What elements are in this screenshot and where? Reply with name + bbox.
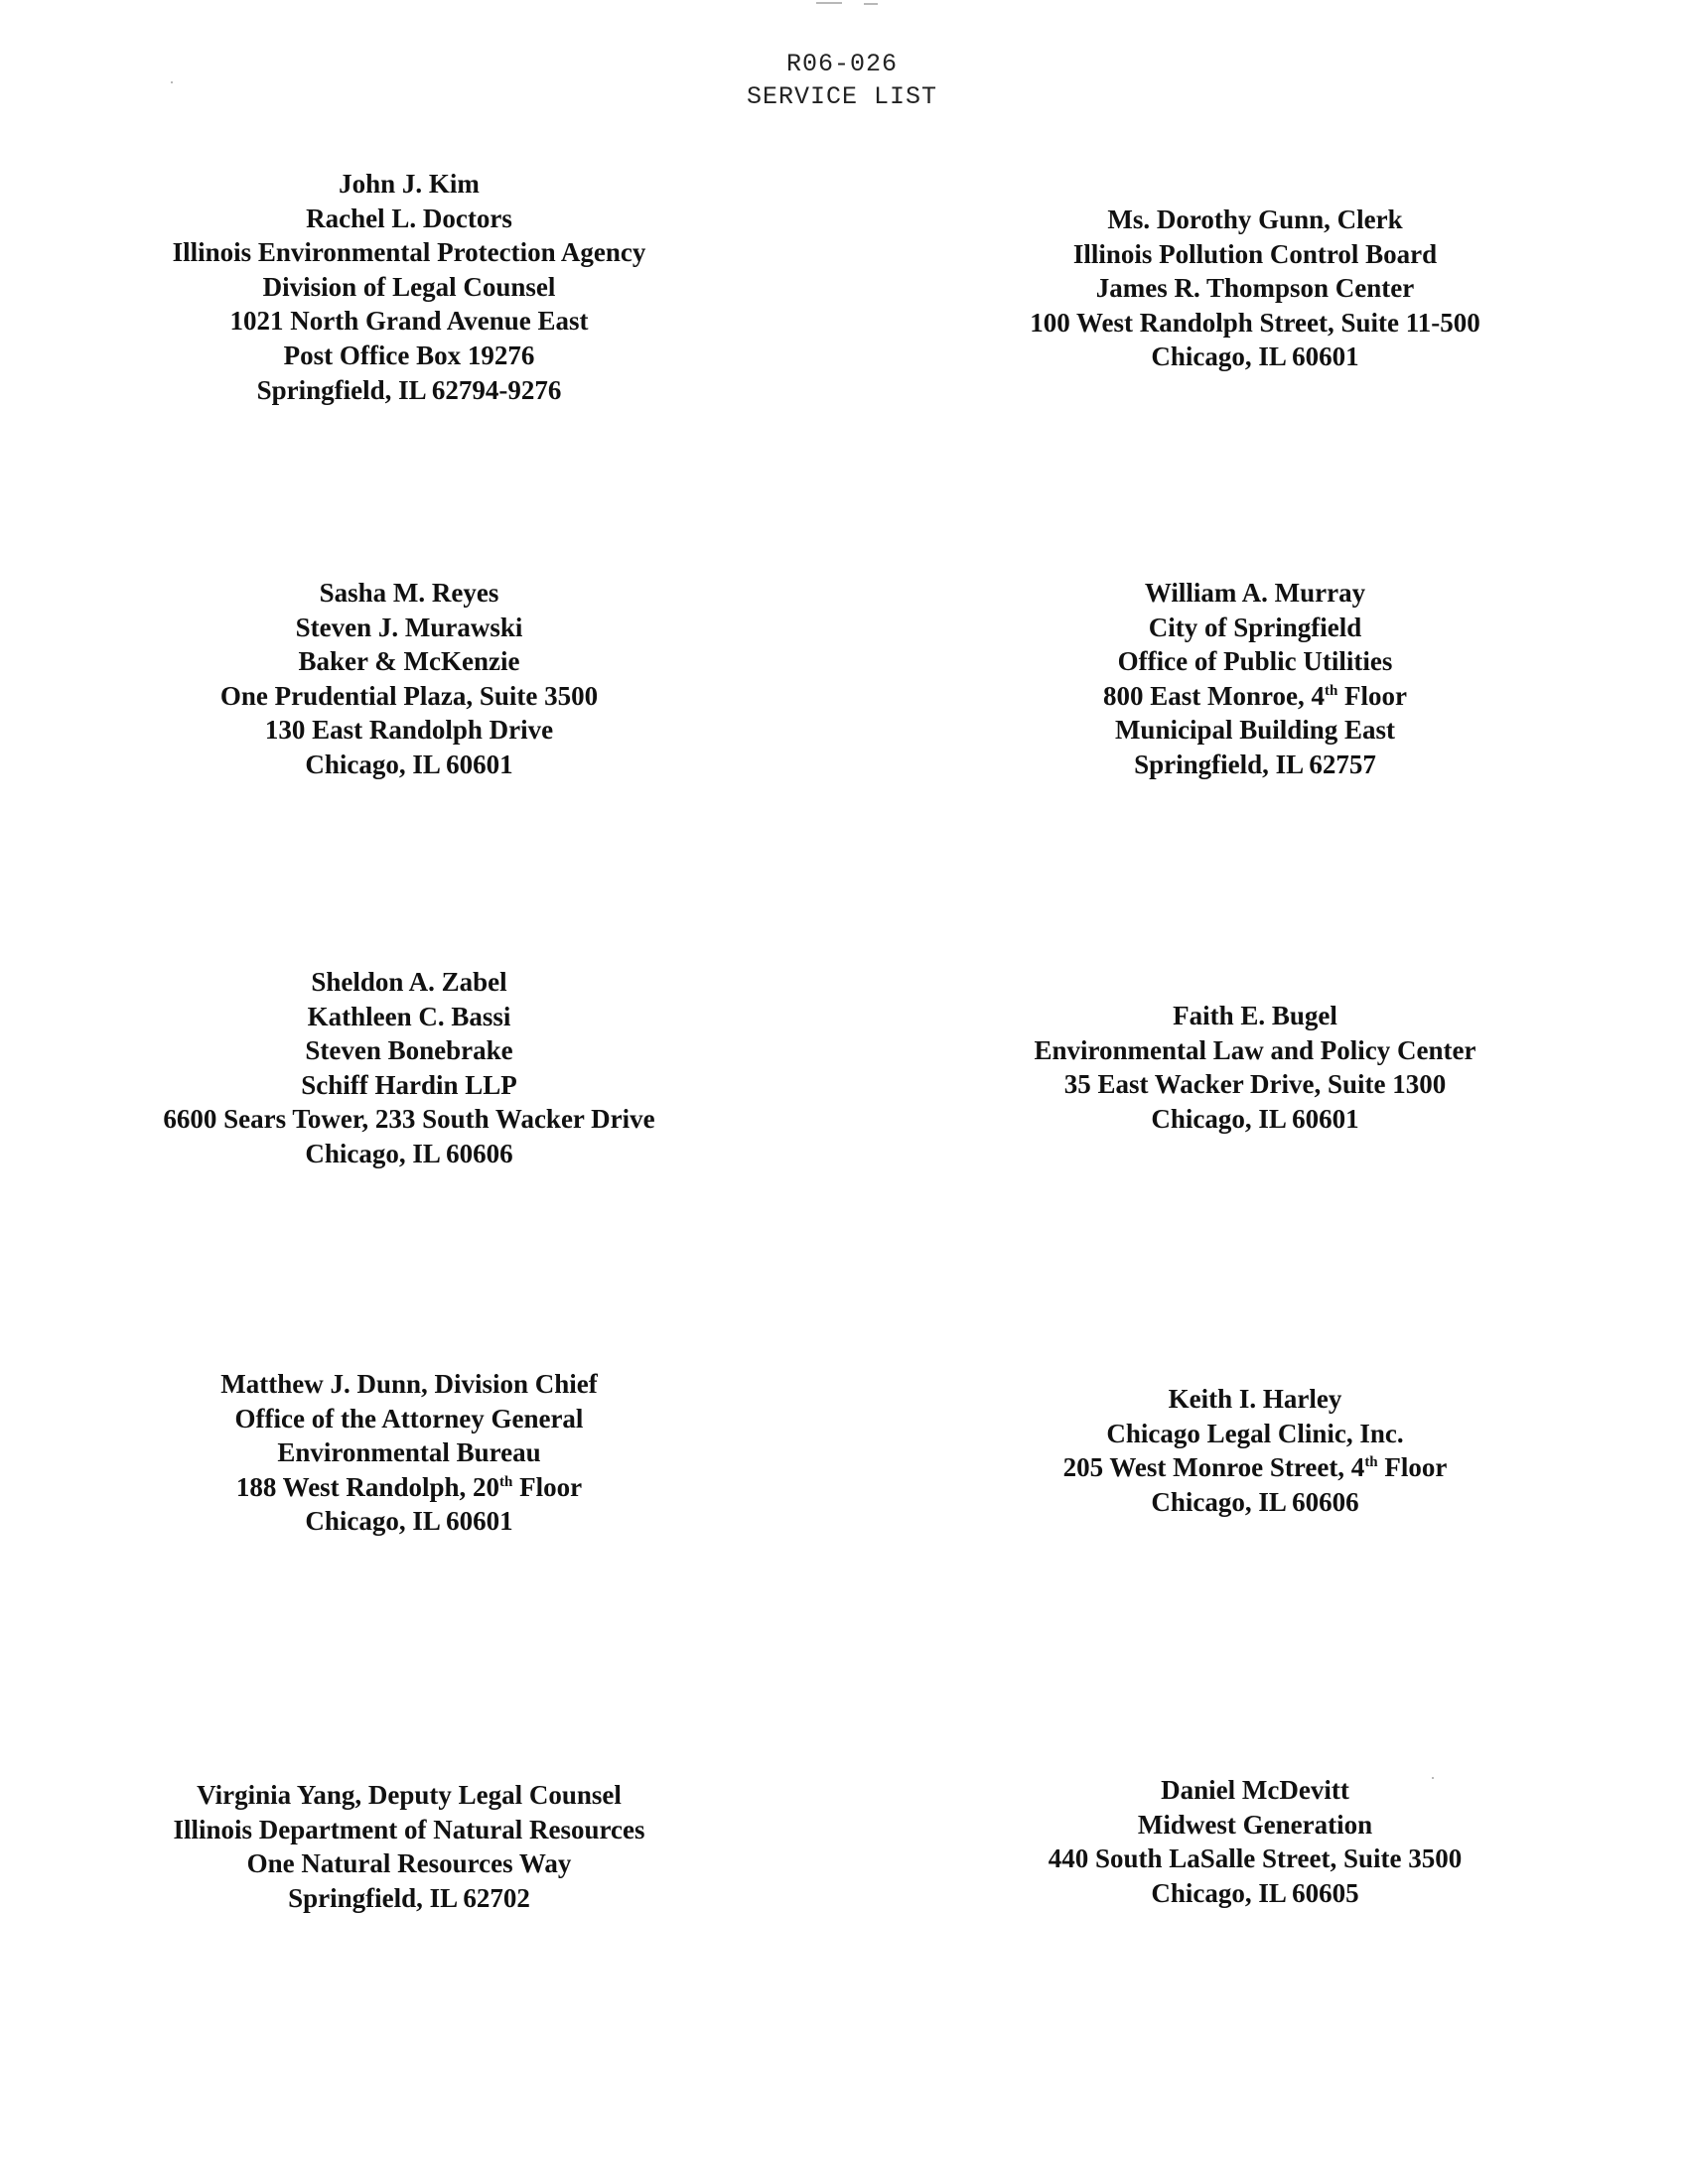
address-line: Rachel L. Doctors bbox=[306, 203, 512, 233]
ordinal-suffix: th bbox=[1324, 682, 1338, 699]
address-line: Baker & McKenzie bbox=[298, 646, 520, 677]
recipient-name: Keith I. Harley bbox=[1168, 1384, 1342, 1414]
service-entry bbox=[32, 1778, 786, 1915]
address-line: Springfield, IL 62757 bbox=[1134, 749, 1376, 779]
ordinal-suffix: th bbox=[499, 1473, 513, 1490]
address-line: Office of the Attorney General bbox=[234, 1403, 584, 1433]
address-line: 1021 North Grand Avenue East bbox=[229, 306, 589, 337]
address-line: City of Springfield bbox=[1148, 612, 1362, 642]
service-entry bbox=[878, 999, 1632, 1136]
address-line: 6600 Sears Tower, 233 South Wacker Drive bbox=[163, 1104, 655, 1135]
address-line: Steven Bonebrake bbox=[305, 1035, 513, 1066]
docket-number: R06-026 bbox=[785, 50, 899, 78]
address-line: 205 West Monroe Street, 4th Floor bbox=[1062, 1452, 1448, 1483]
address-line: Midwest Generation bbox=[1137, 1809, 1373, 1840]
address-line: Chicago, IL 60606 bbox=[305, 1138, 513, 1168]
service-entry bbox=[32, 167, 786, 407]
service-entry bbox=[32, 576, 786, 782]
address-line: Springfield, IL 62702 bbox=[288, 1882, 530, 1913]
address-line: Springfield, IL 62794-9276 bbox=[256, 374, 562, 405]
address-line: One Natural Resources Way bbox=[246, 1848, 572, 1879]
recipient-name: Sheldon A. Zabel bbox=[311, 967, 507, 997]
address-line: Chicago, IL 60606 bbox=[1151, 1486, 1359, 1517]
service-entry bbox=[878, 576, 1632, 782]
recipient-name: Daniel McDevitt bbox=[1161, 1775, 1349, 1805]
address-line: Schiff Hardin LLP bbox=[301, 1069, 517, 1100]
recipient-name: Virginia Yang, Deputy Legal Counsel bbox=[197, 1780, 622, 1810]
service-entry bbox=[878, 1382, 1632, 1519]
address-line: One Prudential Plaza, Suite 3500 bbox=[219, 680, 599, 711]
address-line: Chicago, IL 60601 bbox=[1151, 341, 1359, 372]
address-line: 440 South LaSalle Street, Suite 3500 bbox=[1048, 1843, 1463, 1874]
recipient-name: Faith E. Bugel bbox=[1173, 1001, 1337, 1030]
recipient-name: John J. Kim bbox=[339, 169, 480, 199]
address-line: Environmental Law and Policy Center bbox=[1034, 1034, 1476, 1065]
address-line: Chicago, IL 60605 bbox=[1151, 1877, 1359, 1908]
address-line: Office of Public Utilities bbox=[1117, 646, 1393, 677]
service-entry bbox=[878, 203, 1632, 374]
address-line: Chicago, IL 60601 bbox=[305, 749, 513, 779]
recipient-name: Matthew J. Dunn, Division Chief bbox=[220, 1369, 598, 1399]
address-line: Post Office Box 19276 bbox=[283, 340, 535, 370]
address-line: Chicago Legal Clinic, Inc. bbox=[1106, 1418, 1404, 1448]
ordinal-suffix: th bbox=[1364, 1454, 1378, 1471]
document-header bbox=[0, 48, 1684, 113]
address-line: James R. Thompson Center bbox=[1095, 273, 1415, 304]
scan-speck bbox=[1432, 1777, 1434, 1779]
address-line: 188 West Randolph, 20th Floor bbox=[235, 1471, 583, 1502]
address-line: Illinois Environmental Protection Agency bbox=[172, 237, 646, 268]
page-title: SERVICE LIST bbox=[746, 82, 938, 111]
address-line: 35 East Wacker Drive, Suite 1300 bbox=[1063, 1069, 1447, 1100]
address-line: Kathleen C. Bassi bbox=[307, 1001, 511, 1031]
address-line: 800 East Monroe, 4th Floor bbox=[1102, 680, 1408, 711]
address-line: Division of Legal Counsel bbox=[262, 271, 556, 302]
address-line: Environmental Bureau bbox=[277, 1437, 541, 1468]
scan-speck bbox=[864, 3, 878, 5]
service-entry bbox=[32, 965, 786, 1171]
service-entry bbox=[32, 1367, 786, 1539]
address-line: 130 East Randolph Drive bbox=[264, 715, 554, 746]
address-line: Steven J. Murawski bbox=[295, 612, 523, 642]
service-entry bbox=[878, 1773, 1632, 1910]
recipient-name: William A. Murray bbox=[1144, 578, 1366, 608]
address-line: Chicago, IL 60601 bbox=[1151, 1103, 1359, 1134]
scan-speck bbox=[816, 2, 842, 4]
address-line: Illinois Pollution Control Board bbox=[1072, 238, 1438, 269]
address-line: Illinois Department of Natural Resources bbox=[173, 1814, 645, 1844]
address-line: Chicago, IL 60601 bbox=[305, 1506, 513, 1537]
address-line: Municipal Building East bbox=[1114, 715, 1396, 746]
scan-speck bbox=[171, 81, 173, 83]
recipient-name: Ms. Dorothy Gunn, Clerk bbox=[1107, 205, 1403, 234]
recipient-name: Sasha M. Reyes bbox=[319, 578, 499, 608]
address-line: 100 West Randolph Street, Suite 11-500 bbox=[1030, 307, 1480, 338]
